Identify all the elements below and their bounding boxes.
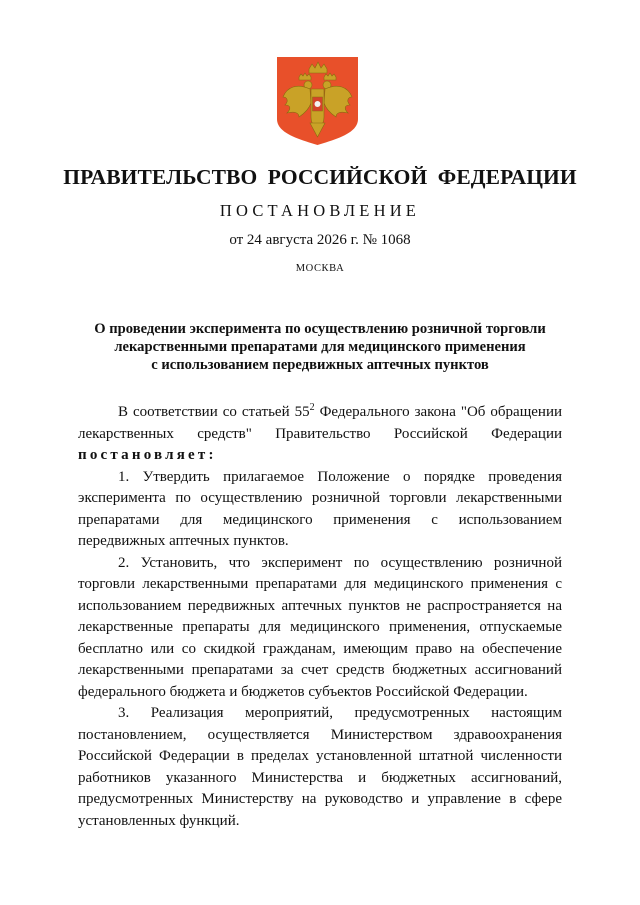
preamble-text-cont: Федерального закона "Об обращении лекарственных средств" Правительство Российской Федерации bbox=[78, 404, 562, 442]
resolves-word: постановляет: bbox=[78, 447, 217, 463]
government-title: ПРАВИТЕЛЬСТВО РОССИЙСКОЙ ФЕДЕРАЦИИ bbox=[63, 165, 577, 189]
heading-line: лекарственными препаратами для медицинского применения bbox=[114, 339, 526, 355]
paragraph-3: 3. Реализация мероприятий, предусмотренных настоящим постановлением, осуществляется Министерством здравоохранения Российской Федерации в пределах установленной штатной численности работников указанного Министерства и бюджетных ассигнований, предусмотренных Министерству на руководство и управление в сфере установленных функций. bbox=[78, 705, 562, 829]
coat-of-arms-icon bbox=[277, 57, 358, 145]
heading-line: О проведении эксперимента по осуществлению розничной торговли bbox=[94, 321, 546, 337]
paragraph-1: 1. Утвердить прилагаемое Положение о порядке проведения эксперимента по осуществлению розничной торговли лекарственными препаратами для медицинского применения с использованием передвижных аптечных пунктов. bbox=[78, 468, 562, 549]
document-date-number: от 24 августа 2026 г. № 1068 bbox=[229, 232, 411, 248]
preamble-paragraph bbox=[78, 402, 562, 467]
document-city: МОСКВА bbox=[295, 263, 345, 274]
heading-line: с использованием передвижных аптечных пунктов bbox=[151, 357, 489, 373]
paragraph-2: 2. Установить, что эксперимент по осуществлению розничной торговли лекарственными препаратами для медицинского применения с использованием передвижных аптечных пунктов не распространяется на лекарственные препараты для медицинского применения, отпускаемые бесплатно или со скидкой гражданам, имеющим право на обеспечение лекарственными препаратами за счет средств бюджетных ассигнований федерального бюджета и бюджетов субъектов Российской Федерации. bbox=[78, 554, 562, 700]
document-heading bbox=[60, 320, 580, 374]
document-body bbox=[78, 402, 562, 832]
article-superscript: 2 bbox=[309, 402, 315, 413]
document-type: ПОСТАНОВЛЕНИЕ bbox=[219, 201, 421, 220]
preamble-text: В соответствии со статьей 55 bbox=[118, 404, 310, 420]
